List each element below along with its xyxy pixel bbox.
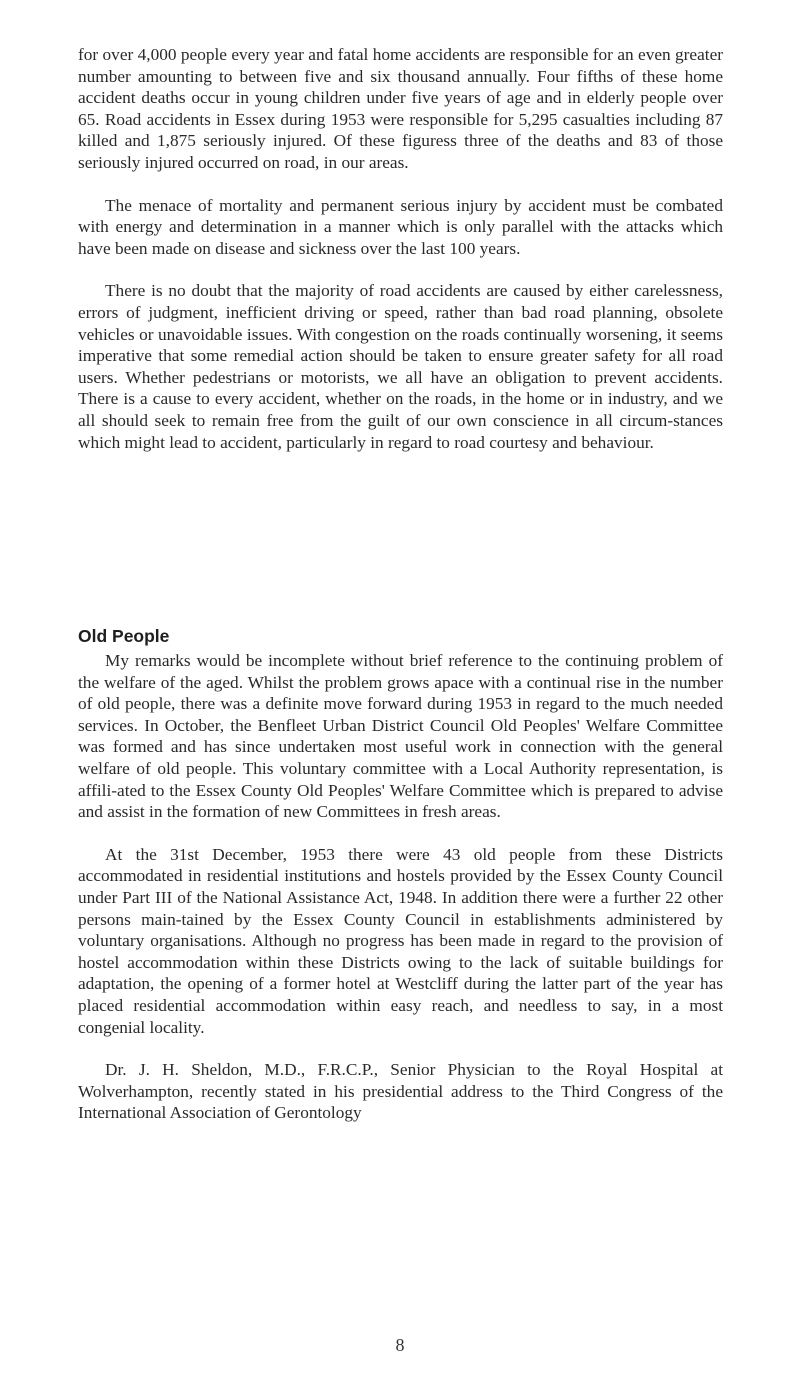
section-heading-old-people: Old People [78, 626, 170, 646]
paragraph-mortality-menace: The menace of mortality and permanent serious injury by accident must be combated with energy and determination in a manner which is only parallel with the attacks which have been made on disease and sickness over the last 100 years. [78, 195, 723, 258]
paragraph-accommodation: At the 31st December, 1953 there were 43 old people from these Districts accommodated in residential institutions and hostels provided by the Essex County Council under Part III of the National Assistance Act, 1948. In addition there were a further 22 other persons main-tained by the Essex County Council in establishments administered by voluntary organisations. Although no progress has been made in regard to the provision of hostel accommodation within these Districts owing to the lack of suitable buildings for adaptation, the opening of a former hotel at Westcliff during the latter part of the year has placed residential accommodation within easy reach, and needless to say, in a most congenial locality. [78, 844, 723, 1037]
paragraph-home-accidents: for over 4,000 people every year and fatal home accidents are responsible for an even greater number amounting to between five and six thousand annually. Four fifths of these home accident deaths occur in young children under five years of age and in elderly people over 65. Road accidents in Essex during 1953 were responsible for 5,295 casualties including 87 killed and 1,875 seriously injured. Of these figuress three of the deaths and 83 of those seriously injured occurred on road, in our areas. [78, 45, 723, 172]
paragraph-welfare-aged: My remarks would be incomplete without brief reference to the continuing problem of the welfare of the aged. Whilst the problem grows apace with a continual rise in the number of old people, there was a definite move forward during 1953 in regard to the much needed services. In October, the Benfleet Urban District Council Old Peoples' Welfare Committee was formed and has since undertaken most useful work in connection with the general welfare of old people. This voluntary committee with a Local Authority representation, is affili-ated to the Essex County Old Peoples' Welfare Committee which is prepared to advise and assist in the formation of new Committees in fresh areas. [78, 651, 723, 822]
section-old-people [78, 650, 723, 1124]
page-number: 8 [395, 1335, 405, 1355]
section-accidents [78, 44, 723, 453]
paragraph-dr-sheldon: Dr. J. H. Sheldon, M.D., F.R.C.P., Senior Physician to the Royal Hospital at Wolverhampton, recently stated in his presidential address to the Third Congress of the International Association of Gerontology [78, 1060, 723, 1123]
paragraph-road-accidents: There is no doubt that the majority of road accidents are caused by either carelessness, errors of judgment, inefficient driving or speed, rather than bad road planning, obsolete vehicles or unavoidable issues. With congestion on the roads continually worsening, it seems imperative that some remedial action should be taken to ensure greater safety for all road users. Whether pedestrians or motorists, we all have an obligation to prevent accidents. There is a cause to every accident, whether on the roads, in the home or in industry, and we all should seek to remain free from the guilt of our own conscience in all circum-stances which might lead to accident, particularly in regard to road courtesy and behaviour. [78, 281, 723, 452]
